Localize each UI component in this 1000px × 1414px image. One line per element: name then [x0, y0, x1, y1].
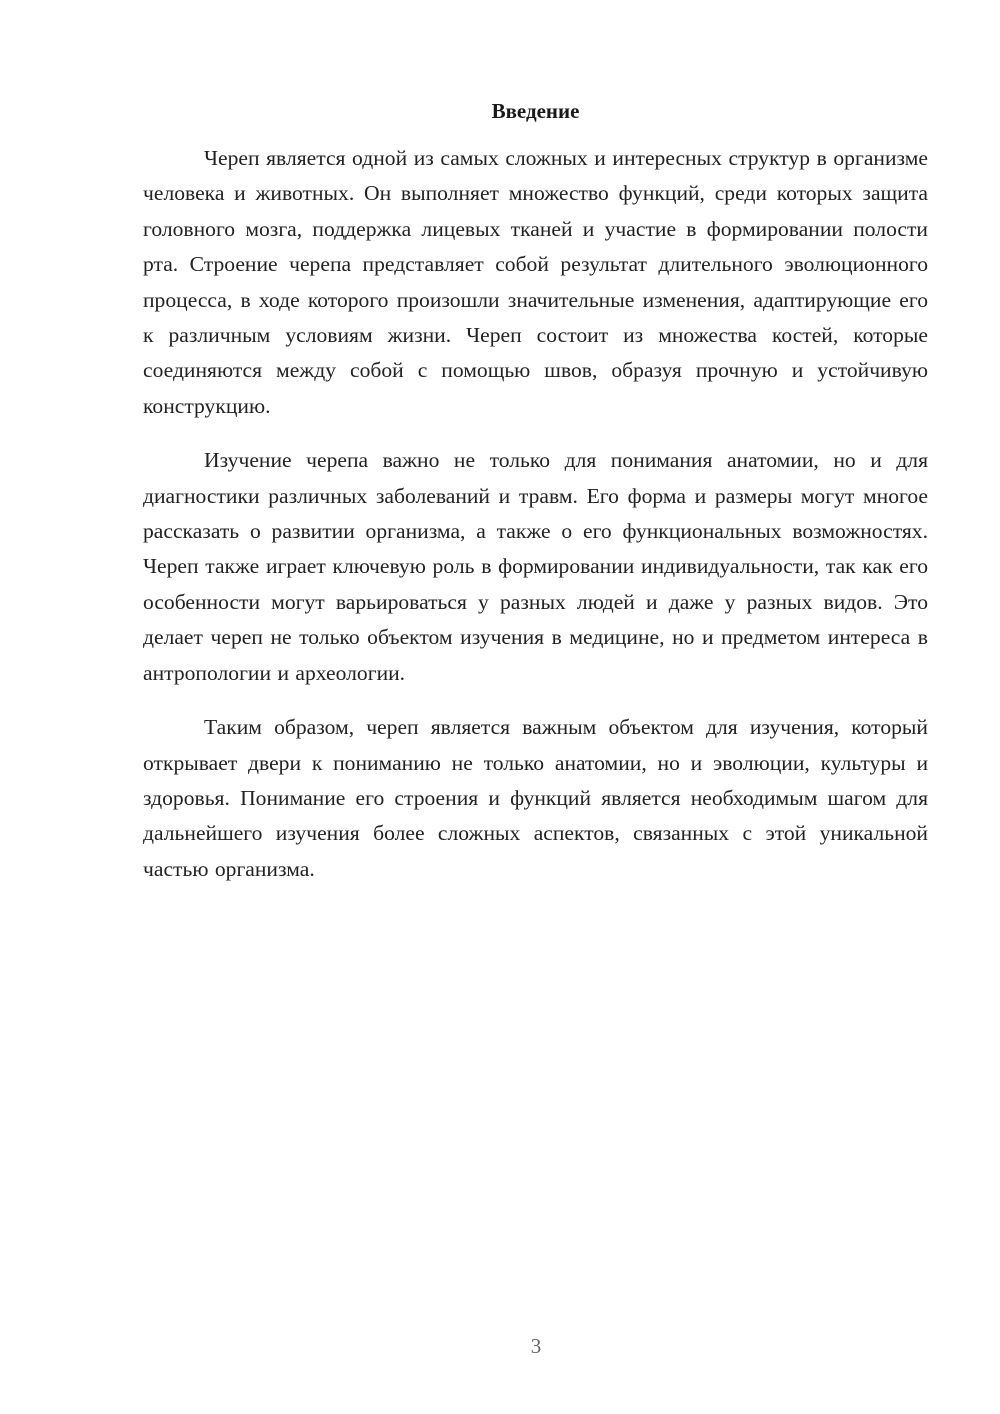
- paragraph-1: Череп является одной из самых сложных и интересных структур в организме человека и животных. Он выполняет множество функций, среди которых защита головного мозга, поддержка лицевых тканей и участие в формировании полости рта. Строение черепа представляет собой результат длительного эволюционного процесса, в ходе которого произошли значительные изменения, адаптирующие его к различным условиям жизни. Череп состоит из множества костей, которые соединяются между собой с помощью швов, образуя прочную и устойчивую конструкцию.: [143, 146, 928, 418]
- paragraph-2: Изучение черепа важно не только для понимания анатомии, но и для диагностики различных заболеваний и травм. Его форма и размеры могут многое рассказать о развитии организма, а также о его функциональных возможностях. Череп также играет ключевую роль в формировании индивидуальности, так как его особенности могут варьироваться у разных людей и даже у разных видов. Это делает череп не только объектом изучения в медицине, но и предметом интереса в антропологии и археологии.: [143, 448, 928, 685]
- body-text: [143, 141, 928, 906]
- paragraph-3: Таким образом, череп является важным объектом для изучения, который открывает двери к пониманию не только анатомии, но и эволюции, культуры и здоровья. Понимание его строения и функций является необходимым шагом для дальнейшего изучения более сложных аспектов, связанных с этой уникальной частью организма.: [143, 715, 928, 881]
- section-title: Введение: [491, 99, 580, 123]
- page-number: 3: [530, 1334, 542, 1358]
